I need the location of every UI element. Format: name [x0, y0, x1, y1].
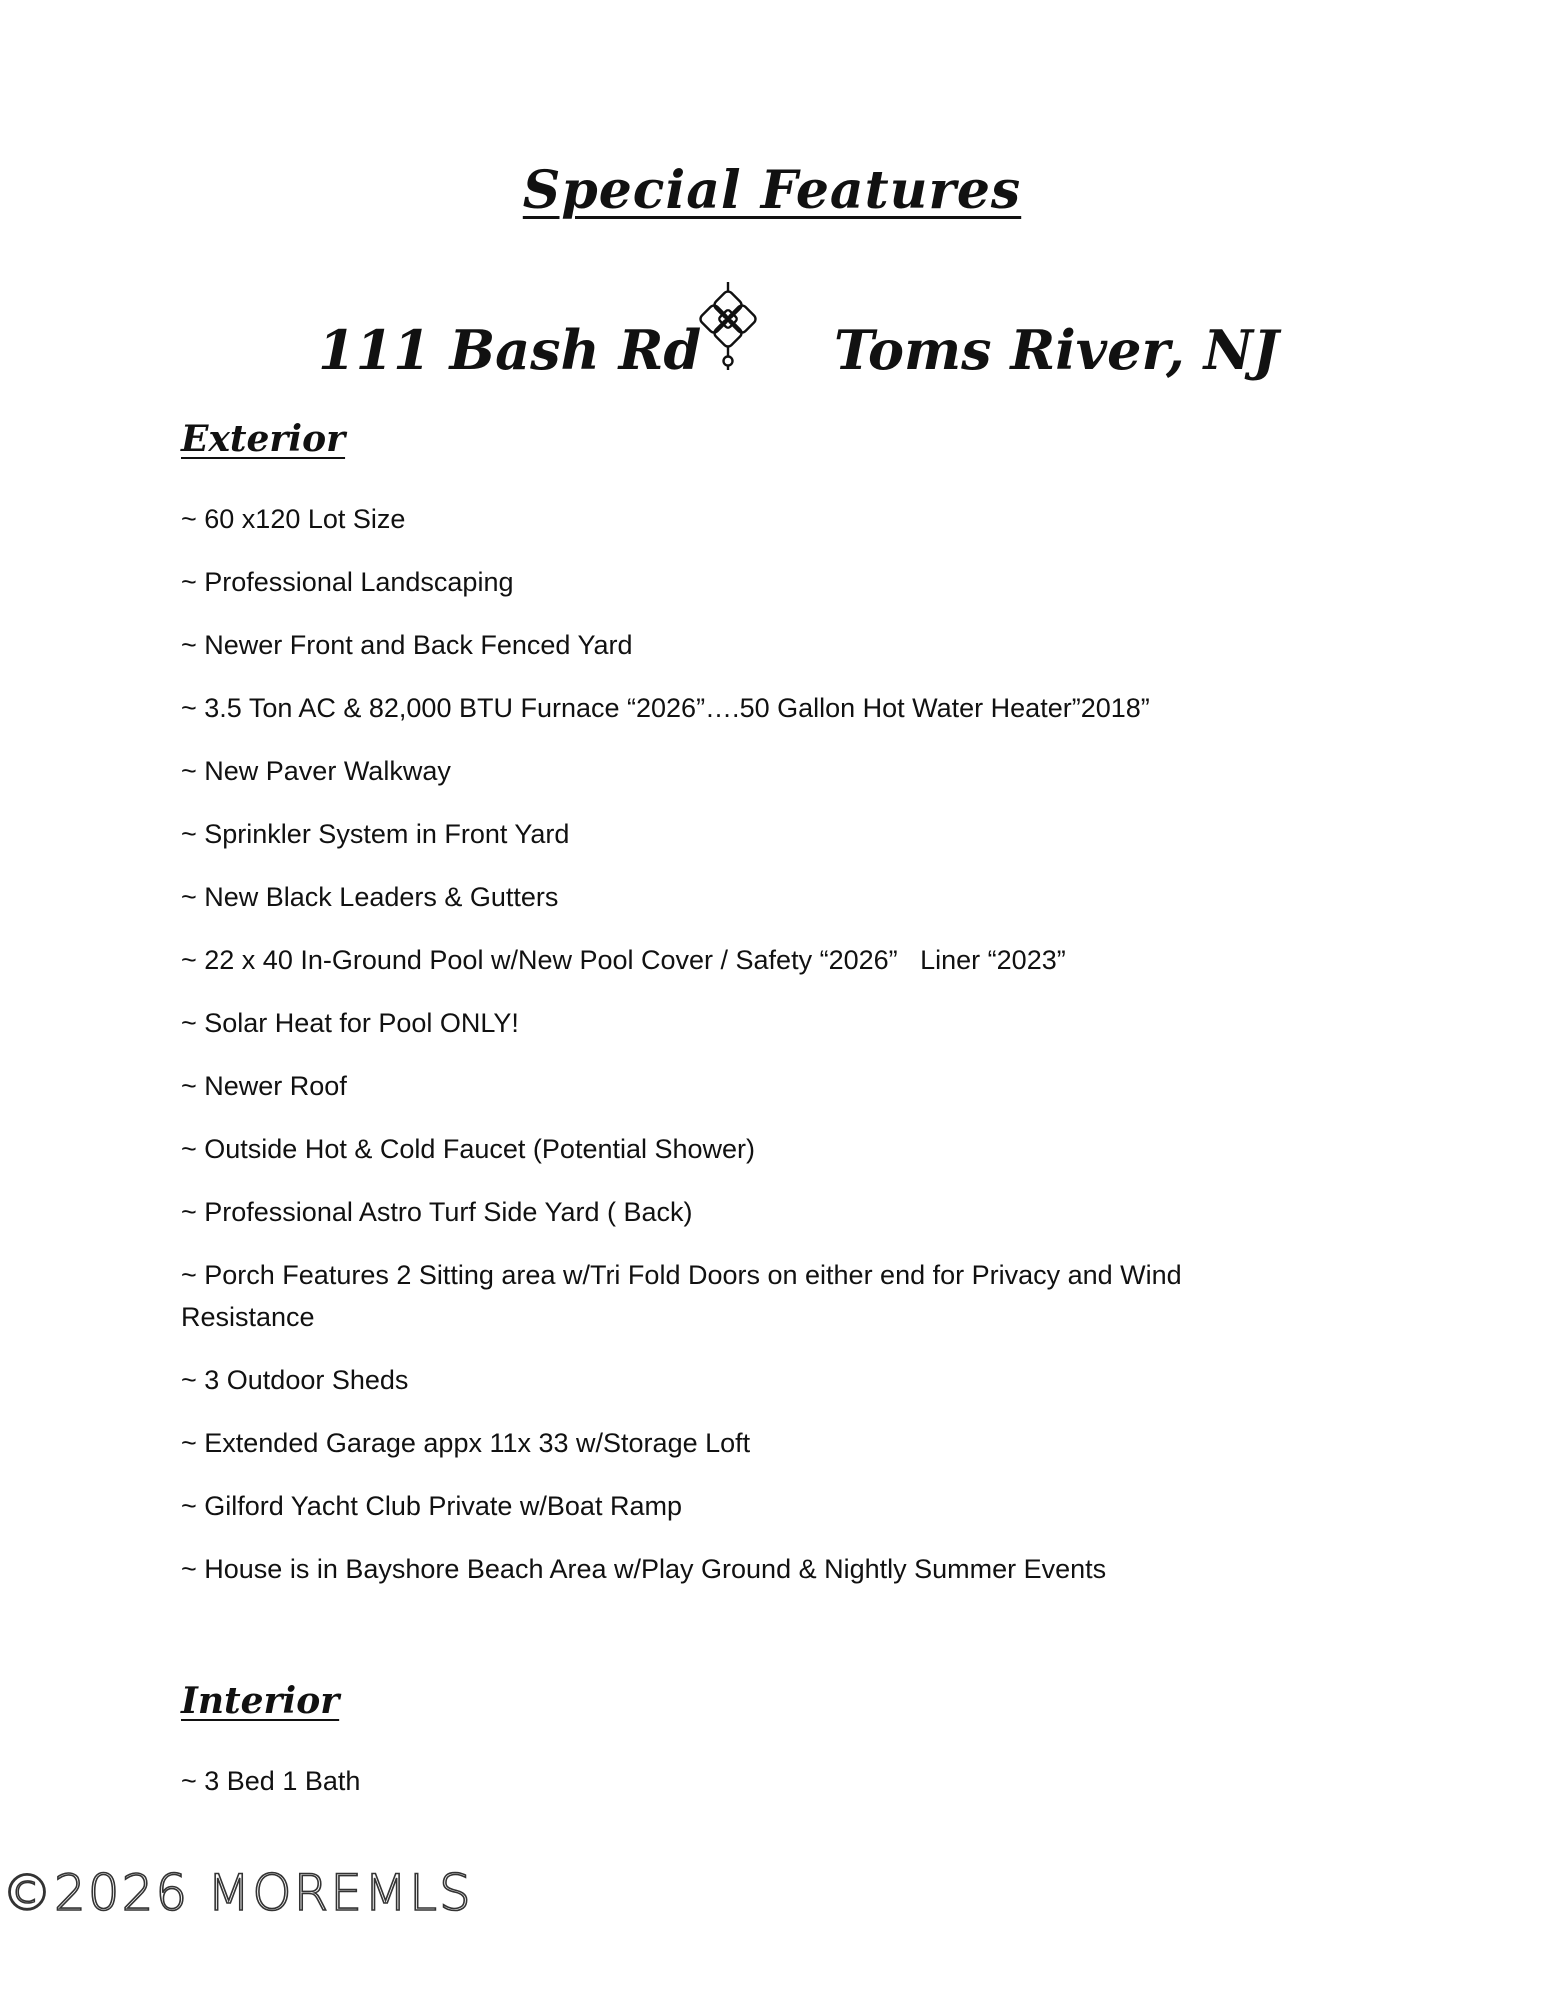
list-item: ~ 3 Outdoor Sheds	[181, 1365, 409, 1395]
list-item: ~ Sprinkler System in Front Yard	[181, 819, 570, 849]
exterior-heading: Exterior	[181, 418, 346, 460]
copyright-watermark: ©2026 MOREMLS	[2, 1864, 473, 1922]
list-item: ~ Extended Garage appx 11x 33 w/Storage Loft	[181, 1428, 751, 1458]
list-item: ~ New Paver Walkway	[181, 756, 451, 786]
list-item: ~ 60 x120 Lot Size	[181, 504, 406, 534]
interior-list	[181, 1760, 1291, 1802]
list-item: ~ Newer Front and Back Fenced Yard	[181, 630, 633, 660]
list-item: ~ Professional Astro Turf Side Yard ( Back)	[181, 1197, 693, 1227]
page-title: Special Features	[522, 160, 1022, 221]
list-item: ~ 3.5 Ton AC & 82,000 BTU Furnace “2026”….50 Gallon Hot Water Heater”2018”	[181, 693, 1150, 723]
interior-heading: Interior	[181, 1680, 340, 1722]
knot-ornament-icon	[690, 280, 766, 370]
address-street: 111 Bash Rd	[318, 318, 702, 382]
exterior-list	[181, 498, 1291, 1611]
list-item: ~ Solar Heat for Pool ONLY!	[181, 1008, 519, 1038]
list-item: ~ Outside Hot & Cold Faucet (Potential Shower)	[181, 1134, 756, 1164]
list-item: ~ Gilford Yacht Club Private w/Boat Ramp	[181, 1491, 682, 1521]
list-item: ~ Professional Landscaping	[181, 567, 514, 597]
list-item: ~ 3 Bed 1 Bath	[181, 1766, 361, 1796]
list-item: ~ House is in Bayshore Beach Area w/Play Ground & Nightly Summer Events	[181, 1554, 1107, 1584]
list-item: ~ New Black Leaders & Gutters	[181, 882, 559, 912]
list-item: ~ 22 x 40 In-Ground Pool w/New Pool Cover / Safety “2026” Liner “2023”	[181, 945, 1066, 975]
list-item: ~ Newer Roof	[181, 1071, 347, 1101]
address-city: Toms River, NJ	[834, 318, 1279, 382]
list-item: ~ Porch Features 2 Sitting area w/Tri Fold Doors on either end for Privacy and Wind Resistance	[181, 1260, 1182, 1332]
